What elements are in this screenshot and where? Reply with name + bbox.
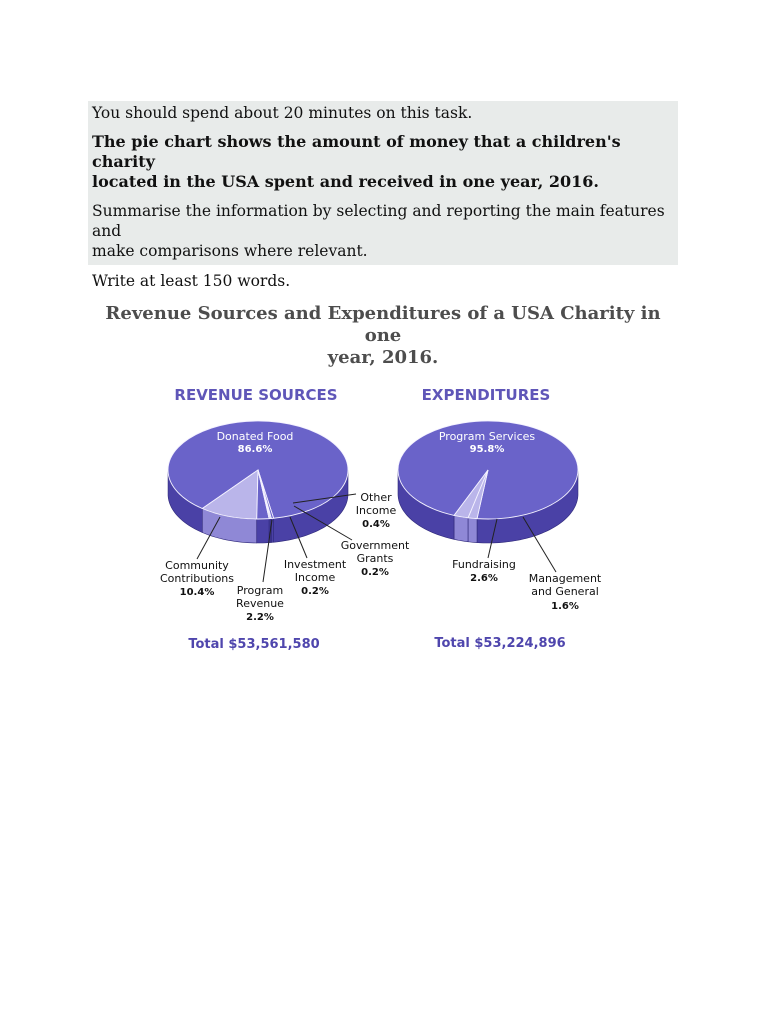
label-program-2: Revenue	[236, 597, 284, 610]
expenditures-heading: EXPENDITURES	[421, 386, 551, 404]
pie-0-side-2	[257, 519, 269, 543]
task-prompt-line2: located in the USA spent and received in one year, 2016.	[92, 172, 599, 191]
label-program-services: Program Services	[438, 430, 536, 443]
value-program: 2.2%	[246, 612, 274, 623]
value-investment: 0.2%	[301, 586, 329, 597]
label-other-1: Other	[360, 491, 392, 504]
revenue-total: Total $53,561,580	[188, 637, 320, 652]
task-intro: You should spend about 20 minutes on this task.	[92, 104, 473, 122]
task-prompt-line1: The pie chart shows the amount of money that a children's charity	[92, 132, 621, 171]
chart-title-line1: Revenue Sources and Expenditures of a USA Charity in one	[105, 303, 661, 346]
value-management: 1.6%	[551, 601, 579, 612]
value-government: 0.2%	[361, 567, 389, 578]
label-management-2: and General	[531, 585, 599, 598]
value-program-services: 95.8%	[469, 444, 505, 455]
label-community-2: Contributions	[159, 572, 235, 585]
label-program-1: Program	[236, 584, 284, 597]
label-community-1: Community	[165, 559, 229, 572]
pie-1-side-1	[454, 515, 468, 541]
label-government-2: Grants	[356, 552, 394, 565]
revenue-heading: REVENUE SOURCES	[174, 386, 338, 404]
label-investment-2: Income	[294, 571, 336, 584]
task-instruction-line2: make comparisons where relevant.	[92, 242, 368, 260]
value-donated-food: 86.6%	[237, 444, 273, 455]
value-community: 10.4%	[179, 587, 215, 598]
value-other: 0.4%	[362, 519, 390, 530]
label-investment-1: Investment	[283, 558, 347, 571]
expenditures-total: Total $53,224,896	[434, 636, 566, 651]
label-fundraising: Fundraising	[452, 558, 516, 571]
task-word-count: Write at least 150 words.	[92, 272, 291, 290]
label-other-2: Income	[355, 504, 397, 517]
chart-title-line2: year, 2016.	[327, 347, 439, 368]
label-management-1: Management	[528, 572, 602, 585]
value-fundraising: 2.6%	[470, 573, 498, 584]
label-government-1: Government	[340, 539, 410, 552]
task-instruction-line1: Summarise the information by selecting and reporting the main features and	[92, 202, 665, 240]
pie-1-side-2	[468, 518, 477, 543]
label-donated-food: Donated Food	[216, 430, 294, 443]
